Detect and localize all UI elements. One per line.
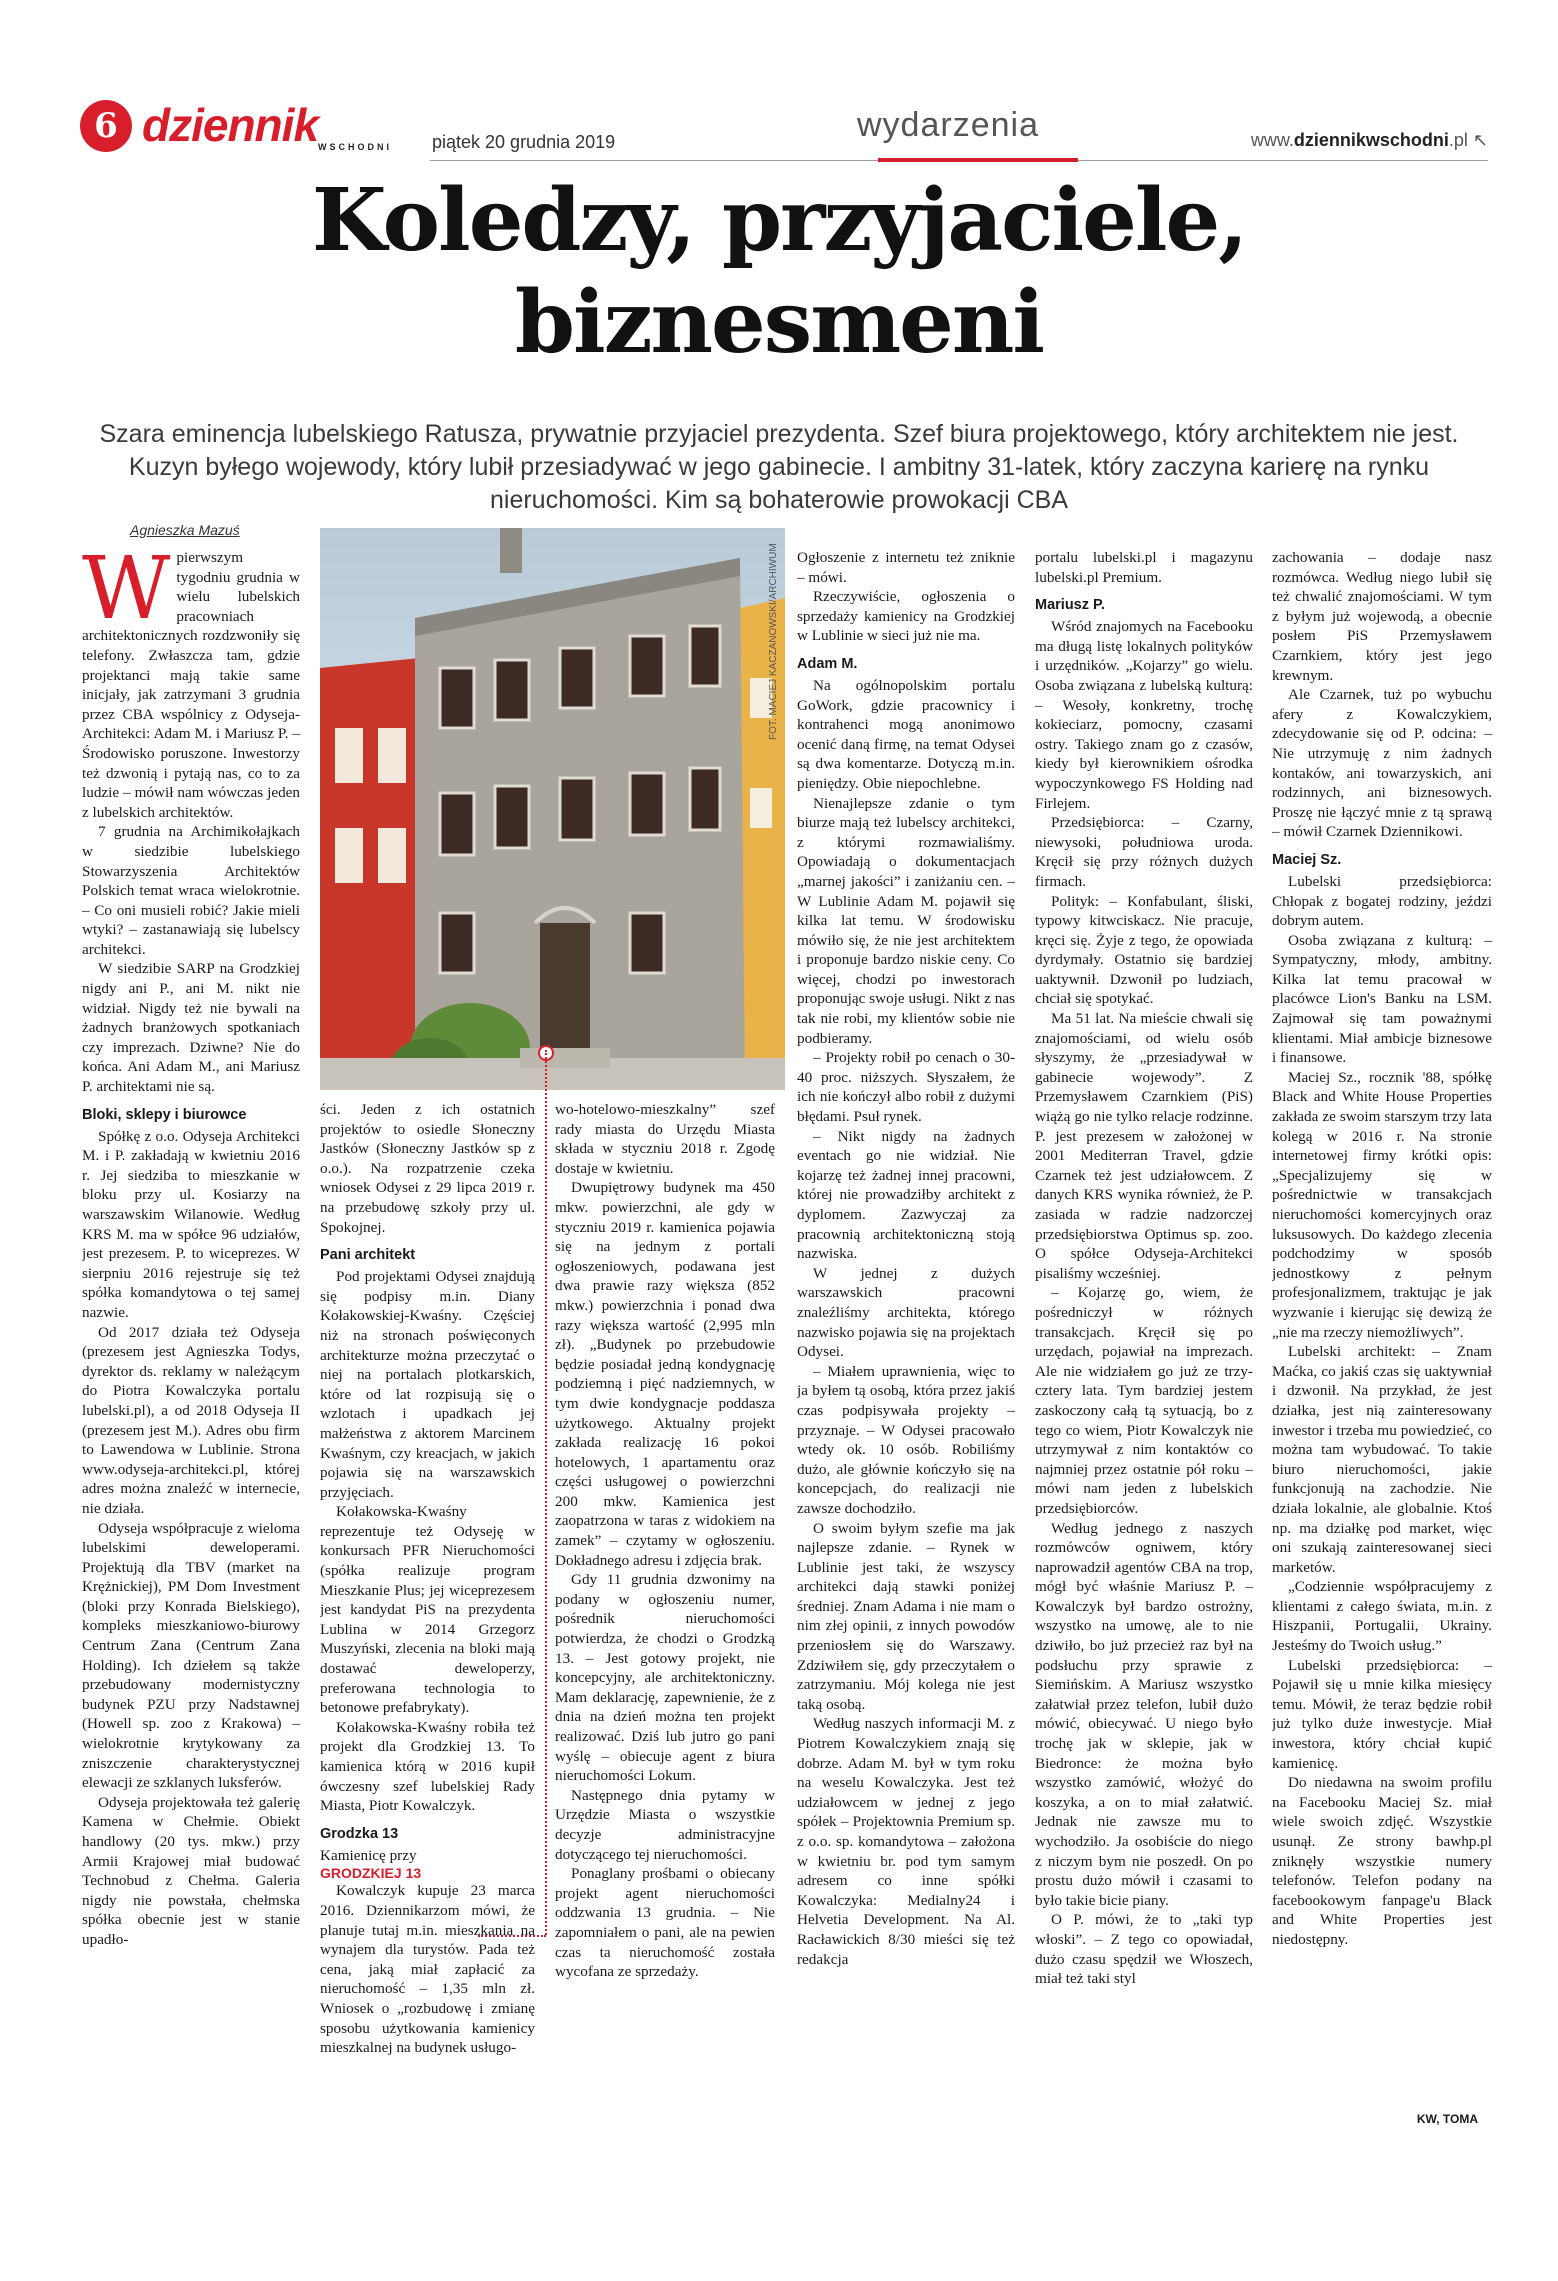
pin-caption: Kamienicę przy xyxy=(320,1846,417,1864)
article-title: Koledzy, przyjaciele, biznesmeni xyxy=(311,170,1247,373)
paragraph: Ale Czarnek, tuż po wybuchu afery z Kowalczykiem, zdecydowanie się od P. odcina: – Nie utrzymuję z nim żadnych kontaków, ani towarzyskich, ani rodzinnych, ani biznesowych. Proszę nie łączyć mnie z tą sprawą – mówił Czarnek Dziennikowi. xyxy=(1272,686,1492,841)
subheading: Mariusz P. xyxy=(1035,597,1105,614)
paragraph: Do niedawna na swoim profilu na Facebooku Maciej Sz. miał wiele swoich zdjęć. Wszystkie usunął. Ze strony bawhp.pl zniknęły wszystkie numery telefonów. Telefon podany na facebookowym fanpage'u Black and White Properties jest niedostępny. xyxy=(1272,1774,1492,1948)
page-number: 6 xyxy=(80,100,132,152)
newspaper-logo-sub: WSCHODNI xyxy=(318,142,392,152)
paragraph: Wpierwszym tygodniu grudnia w wielu lubelskich pracowniach architektonicznych rozdzwoniły się telefony. Zwłaszcza tam, gdzie projektanci mają takie same inicjały, jak zatrzymani 3 grudnia przez CBA wspólnicy z Odyseja-Architekci: Adam M. i Mariusz P. – Środowisko poruszone. Inwestorzy też dzwonią i pytają nas, co to za ludzie – mówił nam wówczas jeden z lubelskich architektów. xyxy=(82,548,300,821)
paragraph: Kowalczyk kupuje 23 marca 2016. Dziennikarzom mówi, że planuje tutaj m.in. mieszkania na wynajem dla turystów. Pada też cena, jaką miał zapłacić za nieruchomość – 1,35 mln zł. Wniosek o „rozbudowę i zmianę sposobu użytkowania kamienicy mieszkalnej na budynek usługo- xyxy=(320,1882,535,2057)
paragraph: Odyseja projektowała też galerię Kamena w Chełmie. Obiekt handlowy (20 tys. mkw.) przy Armii Krajowej miał budować Technobud z Chełma. Galeria nigdy nie powstała, chełmska spółka obecnie jest w stanie upadło- xyxy=(82,1793,300,1948)
paragraph: 7 grudnia na Archimikołajkach w siedzibie lubelskiego Stowarzyszenia Architektów Polskich temat wraca wielokrotnie. – Co oni musieli robić? Jakie mieli wtyki? – zastanawiają się lubelscy architekci. xyxy=(82,823,300,958)
cursor-icon: ↖ xyxy=(1467,130,1488,150)
author-signature: KW, TOMA xyxy=(1416,2112,1478,2126)
paragraph: wo-hotelowo-mieszkalny” szef rady miasta do Urzędu Miasta składa w styczniu 2018 r. Zgodę dostaje w kwietniu. xyxy=(555,1101,775,1177)
subheading: Adam M. xyxy=(797,655,858,672)
paragraph: Ogłoszenie z internetu też zniknie – mówi. xyxy=(797,549,1015,586)
paragraph: Dwupiętrowy budynek ma 450 mkw. powierzchni, ale gdy w styczniu 2019 r. kamienica pojawia się na jednym z portali ogłoszeniowych, podawana jest dwa prawie razy większa (852 mkw.) powierzchnia i ponad dwa razy większa wartość (2,995 mln zł). „Budynek po przebudowie będzie posiadał jedną kondygnację podziemną i pięć nadziemnych, w tym dwie kondygnacje poddasza użytkowego. Aktualny projekt zakłada realizację 16 pokoi hotelowych, 1 apartamentu oraz części usługowej o powierzchni 200 mkw. Kamienica jest zaopatrzona w taras z widokiem na zamek” – czytamy w ogłoszeniu. Dokładnego adresu i zdjęcia brak. xyxy=(555,1179,775,1569)
paragraph: O swoim byłym szefie ma jak najlepsze zdanie. – Rynek w Lublinie jest taki, że wszyscy architekci dają stawki poniżej średniej. Znam Adama i nie mam o nim złej opinii, z innych powodów przeniosłem się do Warszawy. Zdziwiłem się, gdy przeczytałem o zatrzymaniu. Mój kolega nie jest taką osobą. xyxy=(797,1519,1015,1713)
author-byline: Agnieszka Mazuś xyxy=(130,522,240,538)
subheading: Grodzka 13 xyxy=(320,1825,399,1842)
paragraph: Według jednego z naszych rozmówców ogniwem, który naprowadził agentów CBA na trop, mógł być właśnie Mariusz P. – Kowalczyk był bardzo ostrożny, wszystko na umowę, ale to nie dziwiło, bo już przecież raz był na podsłuchu przy sprawie z Siemińskim. A Mariusz wszystko załatwiał przez telefon, lubił dużo mówić, obiecywać. U niego było trochę jak w sklepie, jak w Biedronce: że można było wszystko zamówić, włożyć do koszyka, a on to miał załatwić. Jednak nie zawsze mu to wychodziło. Ja osobiście do niego z niczym bym nie poszedł. On po prostu dużo mówił i czasami to było takie bicie piany. xyxy=(1035,1519,1253,1909)
paragraph: Nienajlepsze zdanie o tym biurze mają też lubelscy architekci, z którymi rozmawialiśmy. Opowiadają o dokumentacjach „marnej jakości” i zaniżaniu cen. – W Lublinie Adam M. pojawił się kilka lat temu. W środowisku mówiło się, że nie jest architektem i proponuje bardzo niskie ceny. Co więcej, chodzi po inwestorach proponując swoje usługi. Nikt z nas tak nie robi, my klientów sobie nie podbieramy. xyxy=(797,794,1015,1047)
paragraph: Następnego dnia pytamy w Urzędzie Miasta o wszystkie decyzje administracyjne dotyczącego tej nieruchomości. xyxy=(555,1786,775,1863)
paragraph: Spółkę z o.o. Odyseja Architekci M. i P. zakładają w kwietniu 2016 r. Jej siedziba to mieszkanie w bloku przy ul. Kosiarzy na warszawskim Wilanowie. Według KRS M. ma w spółce 96 udziałów, jest prezesem. P. to wiceprezes. W sierpniu 2016 rejestruje się też spółka komandytowa o tej samej nazwie. xyxy=(82,1127,300,1321)
newspaper-logo[interactable]: dziennik xyxy=(142,99,319,151)
paragraph: Ponaglany prośbami o obiecany projekt agent nieruchomości oddzwania 13 grudnia. – Nie zapomniałem o pani, ale na pewien czas ta nieruchomość została wycofana ze sprzedaży. xyxy=(555,1865,775,1981)
column-4 xyxy=(797,548,1015,2133)
paragraph: Według naszych informacji M. z Piotrem Kowalczykiem znają się dobrze. Adam M. był w tym roku na weselu Kowalczyka. Jest też udziałowcem w jednej z jego spółek – Projektownia Premium sp. z o.o. sp. komandytowa – założona w kwietniu br. pod tym samym adresem co inne spółki Kowalczyka: Medialny24 i Helvetia Development. Na Al. Racławickich 8/30 mieści się też redakcja xyxy=(797,1715,1015,1968)
section-name: wydarzenia xyxy=(857,106,1039,144)
paragraph: Gdy 11 grudnia dzwonimy na podany w ogłoszeniu numer, pośrednik nieruchomości potwierdza, że chodzi o Grodzką 13. – Jest gotowy projekt, nie koncepcyjny, ale architektoniczny. Mam deklarację, zapewnienie, że z dnia na dzień można ten projekt realizować. Dziś lub jutro go pani wyślę – obiecuje agent z biura nieruchomości Lokum. xyxy=(555,1571,775,1785)
paragraph: Na ogólnopolskim portalu GoWork, gdzie pracownicy i kontrahenci mogą anonimowo ocenić daną firmę, na temat Odysei są dwa komentarze. Dotyczą m.in. pieniędzy. Obie niepochlebne. xyxy=(797,676,1015,792)
page-header xyxy=(80,100,1488,160)
paragraph: Lubelski przedsiębiorca: Chłopak z bogatej rodziny, jeździ dobrym autem. xyxy=(1272,872,1492,930)
drop-cap: W xyxy=(82,548,171,639)
paragraph: Kołakowska-Kwaśny robiła też projekt dla Grodzkiej 13. To kamienica którą w 2016 kupił ówczesny szef lubelskiej Rady Miasta, Piotr Kowalczyk. xyxy=(320,1718,535,1815)
paragraph: Rzeczywiście, ogłoszenia o sprzedaży kamienicy na Grodzkiej w Lublinie w sieci już nie ma. xyxy=(797,588,1015,645)
paragraph: portalu lubelski.pl i magazynu lubelski.pl Premium. xyxy=(1035,549,1253,586)
paragraph: zachowania – dodaje nasz rozmówca. Według niego lubił się też chwalić znajomościami. W tym z byłym już wojewodą, a obecnie posłem PiS Przemysławem Czarnkiem, który jest jego krewnym. xyxy=(1272,549,1492,684)
building-photo-drawing xyxy=(320,528,785,1090)
website-url[interactable]: www.dziennikwschodni.pl ↖ xyxy=(1250,130,1488,150)
paragraph: – Kojarzę go, wiem, że pośredniczył w różnych transakcjach. Kręcił się po urzędach, pojawiał na imprezach. Ale nie widziałem go już ze trzy-cztery lata. Tym bardziej jestem zaskoczony całą tą sytuacją, bo z tego co wiem, Piotr Kowalczyk nie utrzymywał z nim kontaktów co najmniej przez ostatnie pół roku – mówi nam jeden z lubelskich przedsiębiorców. xyxy=(1035,1284,1253,1517)
issue-date: piątek 20 grudnia 2019 xyxy=(432,132,616,152)
paragraph: Od 2017 działa też Odyseja (prezesem jest Agnieszka Todys, dyrektor ds. reklamy w należącym do Piotra Kowalczyka portalu lubelski.pl), a od 2018 Odyseja II (prezesem jest M.). Adres obu firm to Lawendowa w Lublinie. Strona www.odyseja-architekci.pl, której adres można znaleźć w internecie, nie działa. xyxy=(82,1323,300,1517)
paragraph: Polityk: – Konfabulant, śliski, typowy kitwciskacz. Nie pracuje, kręci się. Żyje z tego, że opowiada dyrdymały. Ostatnio się bardziej uaktywnił. Dzwonił po ludziach, chciał się spotykać. xyxy=(1035,892,1253,1008)
paragraph: W siedzibie SARP na Grodzkiej nigdy ani P., ani M. nikt nie widział. Nigdy też nie bywali na żadnych branżowych spotkaniach czy imprezach. Dziwne? Nie do końca. Ani Adam M., ani Mariusz P. architektami nie są. xyxy=(82,960,300,1096)
section-underline xyxy=(878,158,1078,162)
paragraph: – Nikt nigdy na żadnych eventach go nie widział. Nie kojarzę też żadnej innej pracowni, której nie prowadziłby architekt z dyplomem. Zazwyczaj za pracownią architektoniczną stoją nazwiska. xyxy=(797,1127,1015,1263)
paragraph: O P. mówi, że to „taki typ włoski”. – Z tego co opowiadał, dużo czasu spędził we Włoszech, miał też taki styl xyxy=(1035,1911,1253,1988)
column-6 xyxy=(1272,548,1492,2108)
paragraph: Odyseja współpracuje z wieloma lubelskimi deweloperami. Projektują dla TBV (market na Krężnickiej), PM Dom Investment (bloki przy Konrada Bielskiego), kompleks mieszkaniowo-biurowy Centrum Zana (Centrum Zana Holding). Ich dziełem są także przebudowany modernistyczny budynek PZU przy Nadstawnej (Howell sp. zoo z Krakowa) – wielokrotnie krytykowany za zniszczenie charakterystycznej elewacji ze szklanych luksferów. xyxy=(82,1519,300,1792)
column-2 xyxy=(320,1100,535,2133)
paragraph: W jednej z dużych warszawskich pracowni znaleźliśmy architekta, którego nazwisko pojawia się na projektach Odysei. xyxy=(797,1264,1015,1361)
subheading: Maciej Sz. xyxy=(1272,851,1342,868)
subheading: Pani architekt xyxy=(320,1247,416,1264)
paragraph: Przedsiębiorca: – Czarny, niewysoki, południowa uroda. Kręcił się przy różnych dużych firmach. xyxy=(1035,814,1253,890)
paragraph: Maciej Sz., rocznik '88, spółkę Black and White House Properties zakłada ze swoim starszym trzy lata kolegą w 2016 r. Na stronie internetowej firmy krótki opis: „Specjalizujemy się w pośrednictwie w transakcjach nieruchomości komercyjnych oraz luksusowych. Do każdego zlecenia podchodzimy w sposób jednostkowy z pełnym profesjonalizmem, traktując je jak wyzwanie i kierując się dewizą że „nie ma rzeczy niemożliwych”. xyxy=(1272,1068,1492,1341)
paragraph: „Codziennie współpracujemy z klientami z całego świata, m.in. z Hiszpanii, Portugalii, Ukrainy. Jesteśmy do Twoich usług.” xyxy=(1272,1578,1492,1655)
paragraph: ści. Jeden z ich ostatnich projektów to osiedle Słoneczny Jastków (Słoneczny Jastków sp z o.o.). Na rozpatrzenie czeka wniosek Odysei z 29 lipca 2019 r. na przebudowę szkoły przy ul. Spokojnej. xyxy=(320,1101,535,1236)
article-lead: Szara eminencja lubelskiego Ratusza, prywatnie przyjaciel prezydenta. Szef biura projektowego, który architektem nie jest. Kuzyn byłego wojewody, który lubił przesiadywać w jego gabinecie. I ambitny 31-latek, który zaczyna karierę na rynku nieruchomości. Kim są bohaterowie prowokacji CBA xyxy=(99,420,1459,514)
photo-credit: FOT. MACIEJ KACZANOWSKI/ARCHIWUM xyxy=(768,543,779,740)
subheading: Bloki, sklepy i biurowce xyxy=(82,1106,247,1123)
paragraph: Ma 51 lat. Na mieście chwali się znajomościami, od wielu osób słyszymy, że „przesiadywał w gabinecie wojewody”. Z Przemysławem Czarnkiem (PiS) wiążą go nie tylko relacje rodzinne. P. jest prezesem w założonej w 2001 Mediterran Travel, gdzie Czarnek też jest udziałowcem. Z danych KRS wynika również, że P. zasiada w radzie nadzorczej przedsiębiorstwa Optimus sp. zoo. O spółce Odyseja-Architekci pisaliśmy wcześniej. xyxy=(1035,1010,1253,1282)
paragraph: – Miałem uprawnienia, więc to ja byłem tą osobą, która przez jakiś czas podpisywała projekty – przyznaje. – W Odysei pracowało wtedy ok. 10 osób. Robiliśmy dużo, ale głównie kończyło się na koncepcjach, do realizacji nie zawsze dochodziło. xyxy=(797,1362,1015,1517)
paragraph: – Projekty robił po cenach o 30-40 proc. niższych. Słyszałem, że ich nie kończył albo robił z dużymi błędami. Psuł rynek. xyxy=(797,1049,1015,1126)
paragraph: Pod projektami Odysei znajdują się podpisy m.in. Diany Kołakowskiej-Kwaśny. Częściej niż na stronach poświęconych architekturze można przeczytać o niej na portalach plotkarskich, które od lat rozpisują się o wzlotach i upadkach jej małżeństwa z aktorem Marcinem Kwaśnym, czy kreacjach, w jakich pojawia się na warszawskich przyjęciach. xyxy=(320,1268,535,1501)
paragraph: Wśród znajomych na Facebooku ma długą listę lokalnych polityków i urzędników. „Kojarzy” go wielu. Osoba związana z lubelską kulturą: – Wesoły, konkretny, trochę kokieciarz, pomocny, czasami ostry. Takiego znam go z czasów, kiedy był kierownikiem ośrodka wypoczynkowego FS Holding nad Firlejem. xyxy=(1035,618,1253,812)
column-1 xyxy=(82,548,300,2133)
pin-line xyxy=(545,1050,547,1935)
column-3 xyxy=(555,1100,775,2133)
paragraph: Lubelski architekt: – Znam Maćka, co jakiś czas się uaktywniał i dzwonił. Na przykład, że jest działka, jest nią zainteresowany inwestor i trzeba mu powiedzieć, co można tam wybudować. To takie biuro nieruchomości, jakie funkcjonują na zachodzie. Nie działa lokalnie, ale globalnie. Ktoś np. ma działkę pod market, więc oni szukają zainteresowanej sieci marketów. xyxy=(1272,1343,1492,1576)
pin-label: GRODZKIEJ 13 xyxy=(320,1865,422,1882)
column-5 xyxy=(1035,548,1253,2133)
building-photo xyxy=(320,528,785,1090)
paragraph: Lubelski przedsiębiorca: – Pojawił się u mnie kilka miesięcy temu. Mówił, że teraz będzie robił już tylko duże inwestycje. Miał inwestora, który chciał kupić kamienicę. xyxy=(1272,1656,1492,1772)
paragraph: Kołakowska-Kwaśny reprezentuje też Odyseję w konkursach PFR Nieruchomości (spółka realizuje program Mieszkanie Plus; jej wiceprezesem jest kandydat PiS na prezydenta Lublina w 2014 Grzegorz Muszyński, zlecenia na bloki mają dostawać deweloperzy, preferowana technologia to betonowe prefabrykaty). xyxy=(320,1503,535,1717)
paragraph: Osoba związana z kulturą: – Sympatyczny, młody, ambitny. Kilka lat temu pracował w placówce Lion's Banku na LSM. Zajmował się tam poważnymi klientami. Miał ambicje biznesowe i finansowe. xyxy=(1272,931,1492,1067)
